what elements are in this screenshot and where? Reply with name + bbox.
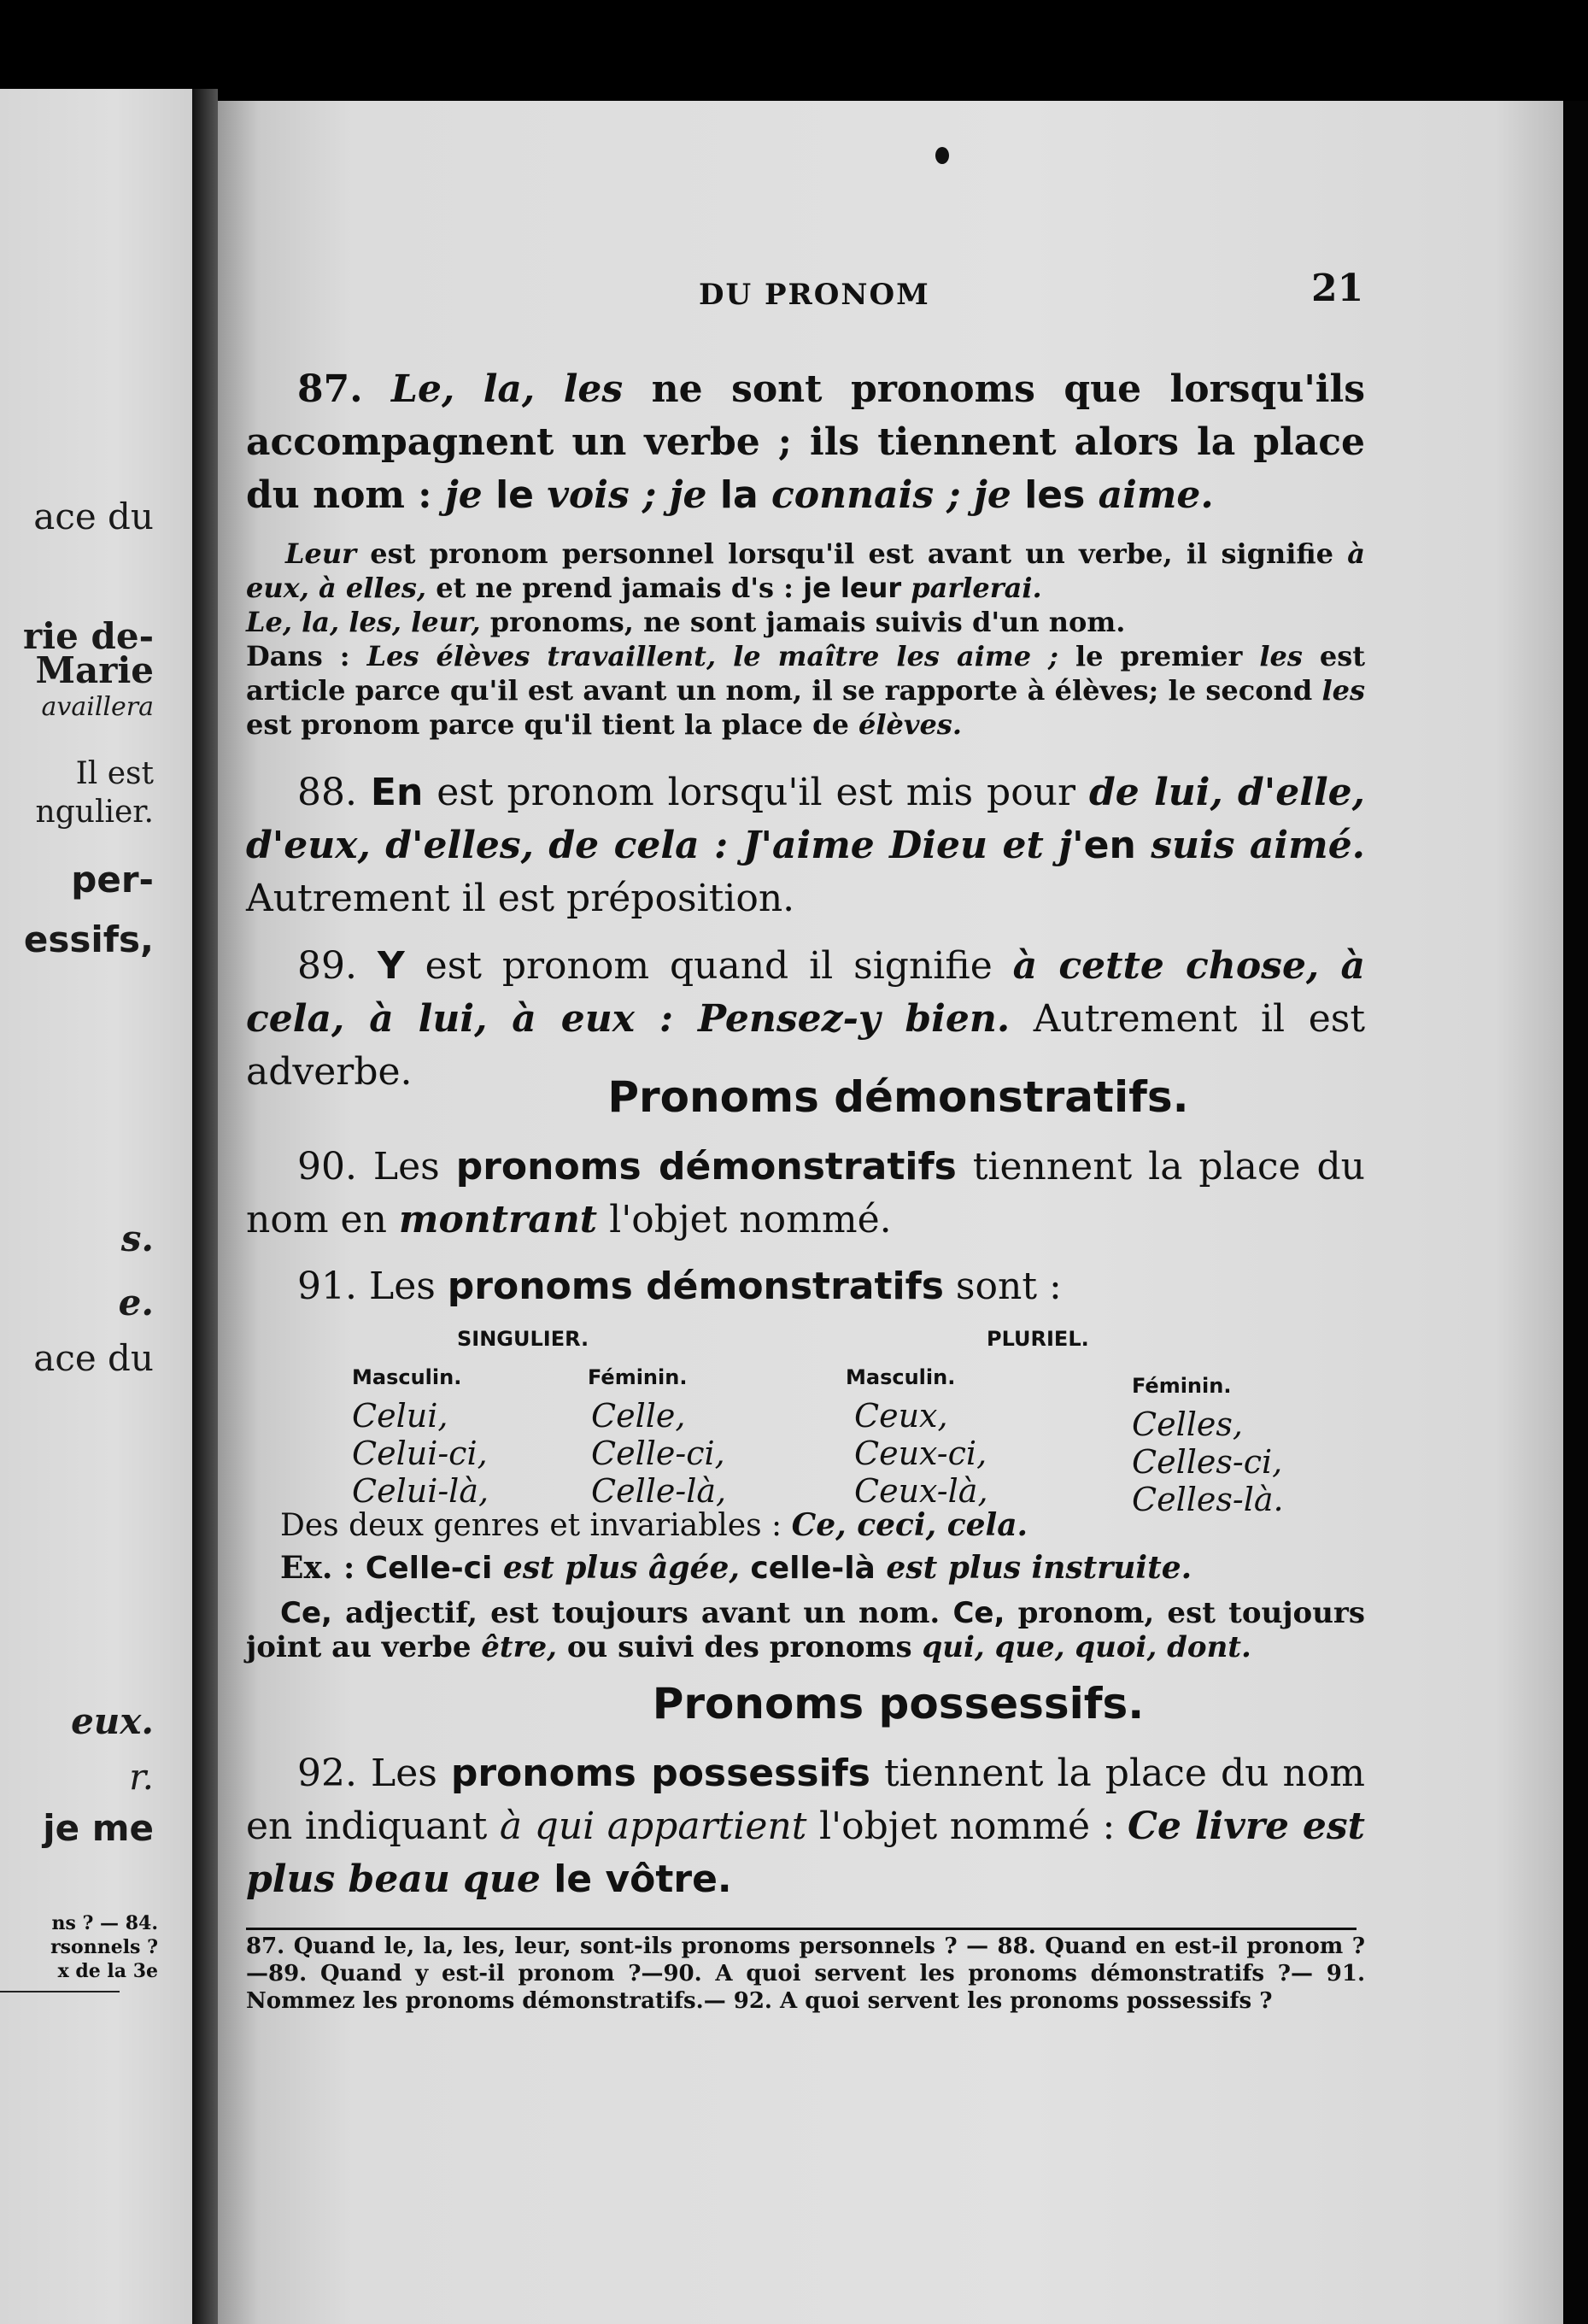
pronoun: Ceux-ci, xyxy=(854,1435,987,1472)
col-head: Masculin. xyxy=(352,1365,462,1389)
paragraph-87 xyxy=(246,363,1365,522)
col-head: Masculin. xyxy=(846,1365,956,1389)
col-head: Féminin. xyxy=(1132,1374,1232,1398)
para-number: 87. xyxy=(297,367,363,411)
book-gutter xyxy=(192,89,218,2324)
pronoun: Celui-ci, xyxy=(352,1435,488,1472)
pronoun: Celles-ci, xyxy=(1132,1443,1283,1481)
text: Autrement il est préposition. xyxy=(246,877,795,920)
pronoun: Celles, xyxy=(1132,1406,1243,1443)
example: aime. xyxy=(1085,473,1214,517)
text: est article parce qu'il est avant un nom, il se rapporte à élèves; le second xyxy=(246,640,1366,707)
left-line: ace du xyxy=(33,1337,154,1379)
term: les xyxy=(1321,674,1365,707)
left-line: ace du xyxy=(33,496,154,537)
col-head: Féminin. xyxy=(588,1365,688,1389)
paragraph-88 xyxy=(246,766,1365,925)
text: Les xyxy=(356,1145,456,1188)
left-line: e. xyxy=(118,1282,154,1323)
term: les xyxy=(1259,640,1303,672)
example-bold: le vôtre. xyxy=(540,1857,732,1901)
paragraph-92 xyxy=(246,1747,1365,1906)
text: l'objet nommé. xyxy=(597,1198,892,1241)
left-line: Il est xyxy=(75,756,154,791)
ce-note xyxy=(246,1596,1365,1664)
term: Le, la, les xyxy=(391,367,624,411)
pronoun: Ceux-là, xyxy=(854,1472,988,1510)
example-line xyxy=(280,1551,1365,1586)
text: l'objet nommé : xyxy=(806,1805,1128,1848)
term: Ce, xyxy=(280,1596,332,1630)
text: pronoms, ne sont jamais suivis d'un nom. xyxy=(480,606,1126,638)
left-line: r. xyxy=(129,1756,154,1798)
example: parlerai. xyxy=(901,572,1042,604)
col-masc-sing xyxy=(352,1397,489,1510)
example-bold: en xyxy=(1083,824,1136,867)
para-number: 90. xyxy=(297,1145,357,1188)
section-heading-possessifs: Pronoms possessifs. xyxy=(652,1679,1145,1728)
text: Autrement il est adverbe. xyxy=(246,997,1365,1094)
example-bold: le xyxy=(495,473,535,517)
text: Des deux genres et invariables : xyxy=(280,1508,792,1543)
footnote-rule xyxy=(246,1928,1357,1930)
example-bold: celle-là xyxy=(750,1551,876,1586)
footnote-questions: 87. Quand le, la, les, leur, sont-ils pronoms personnels ? — 88. Quand en est-il pronom ?—89. Quand y est-il pronom ?—90. A quoi servent les pronoms démonstratifs ?— 91. Nommez les pronoms démonstratifs.— 92. A quoi servent les pronoms possessifs ? xyxy=(246,1934,1365,2014)
example: Ce livre est plus beau que xyxy=(246,1805,1365,1901)
col-fem-sing xyxy=(591,1397,726,1510)
pronoun: Celui, xyxy=(352,1397,448,1435)
example-bold: la xyxy=(719,473,759,517)
text: pronom, est toujours joint au verbe xyxy=(246,1596,1365,1664)
text: Les xyxy=(356,1265,448,1308)
text: Les xyxy=(356,1752,451,1795)
term: Leur xyxy=(285,537,356,570)
text: ne sont pronoms que lorsqu'ils accompagnent un verbe ; ils tiennent alors la place du nom : xyxy=(246,367,1365,517)
example: suis aimé. xyxy=(1135,824,1366,867)
note-87 xyxy=(246,537,1365,742)
text: tiennent la place du nom en xyxy=(246,1145,1366,1241)
col-fem-plur xyxy=(1132,1406,1284,1518)
example: à eux, à elles, xyxy=(246,537,1365,604)
page-right-edge xyxy=(1563,101,1588,2324)
term: Y xyxy=(377,944,405,988)
text: ou suivi des pronoms xyxy=(557,1630,923,1664)
example-bold: je leur xyxy=(803,572,902,604)
section-heading-demonstratifs: Pronoms démonstratifs. xyxy=(607,1072,1189,1122)
example: de lui, d'elle, d'eux, d'elles, de cela : J'aime Dieu et j' xyxy=(246,771,1365,867)
table-group-singular: SINGULIER. xyxy=(457,1327,589,1351)
pronoun: Celles-là. xyxy=(1132,1481,1284,1518)
text: est pronom personnel lorsqu'il est avant un verbe, il signifie xyxy=(355,537,1348,570)
term: pronoms démonstratifs xyxy=(447,1265,944,1308)
pronoun: Celui-là, xyxy=(352,1472,489,1510)
example-bold: Celle-ci xyxy=(365,1551,493,1586)
example: à cette chose, à cela, à lui, à eux : Pensez-y bien. xyxy=(246,944,1365,1041)
example: connais ; je xyxy=(758,473,1025,517)
example: est plus âgée, xyxy=(492,1550,751,1586)
label: Ex. : xyxy=(280,1550,366,1586)
left-line: je me xyxy=(43,1807,154,1849)
example: élèves. xyxy=(858,708,962,741)
example: qui, que, quoi, dont. xyxy=(922,1630,1251,1664)
example: je xyxy=(444,473,496,517)
paragraph-91 xyxy=(246,1260,1365,1313)
text: et ne prend jamais d's : xyxy=(426,572,804,604)
text: le premier xyxy=(1058,640,1260,672)
left-line: availlera xyxy=(41,692,154,722)
paragraph-90 xyxy=(246,1141,1365,1247)
para-number: 92. xyxy=(297,1752,357,1795)
pronoun: Celle-ci, xyxy=(591,1435,725,1472)
text: tiennent la place du nom en indiquant xyxy=(246,1752,1365,1848)
example: Les élèves travaillent, le maître les aime ; xyxy=(366,640,1058,672)
left-line: eux. xyxy=(71,1700,154,1742)
example: être, xyxy=(481,1630,558,1664)
text: sont : xyxy=(943,1265,1062,1308)
page-number: 21 xyxy=(1311,267,1364,310)
ink-dot xyxy=(935,147,949,164)
pronoun: Celle, xyxy=(591,1397,686,1435)
term: pronoms possessifs xyxy=(450,1752,870,1795)
example: montrant xyxy=(398,1198,598,1241)
text: adjectif, est toujours avant un nom. xyxy=(331,1596,953,1630)
table-group-plural: PLURIEL. xyxy=(987,1327,1089,1351)
example: vois ; je xyxy=(534,473,720,517)
term: Le, la, les, leur, xyxy=(246,606,481,638)
left-footnote-line: x de la 3e xyxy=(57,1960,158,1982)
text: est pronom lorsqu'il est mis pour xyxy=(423,771,1089,814)
text: Dans : xyxy=(246,640,367,672)
pronoun: Ceux, xyxy=(854,1397,948,1435)
left-line: per- xyxy=(71,859,154,901)
term: En xyxy=(370,771,424,814)
running-header: DU PRONOM xyxy=(699,278,930,312)
term: pronoms démonstratifs xyxy=(455,1145,957,1188)
example: à qui appartient xyxy=(499,1805,807,1848)
left-line: essifs, xyxy=(23,918,154,960)
left-line: Marie xyxy=(35,649,154,691)
text: est pronom parce qu'il tient la place de xyxy=(246,708,858,741)
term: Ce, xyxy=(952,1596,1005,1630)
para-number: 91. xyxy=(297,1265,357,1308)
left-footnote-line: rsonnels ? xyxy=(50,1936,158,1958)
left-line: s. xyxy=(120,1218,154,1259)
left-line: rie de- xyxy=(23,615,154,657)
left-line: ngulier. xyxy=(35,795,154,830)
example: est plus instruite. xyxy=(875,1550,1192,1586)
para-number: 88. xyxy=(297,771,357,814)
example-bold: les xyxy=(1024,473,1086,517)
example: Ce, ceci, cela. xyxy=(791,1507,1028,1543)
left-footnote-rule xyxy=(0,1991,120,1992)
col-masc-plur xyxy=(854,1397,988,1510)
text: est pronom quand il signifie xyxy=(404,944,1013,988)
invariables-line xyxy=(280,1508,1365,1543)
para-number: 89. xyxy=(297,944,357,988)
pronoun: Celle-là, xyxy=(591,1472,727,1510)
left-footnote-line: ns ? — 84. xyxy=(51,1912,158,1934)
left-page-fragment xyxy=(0,89,192,2324)
